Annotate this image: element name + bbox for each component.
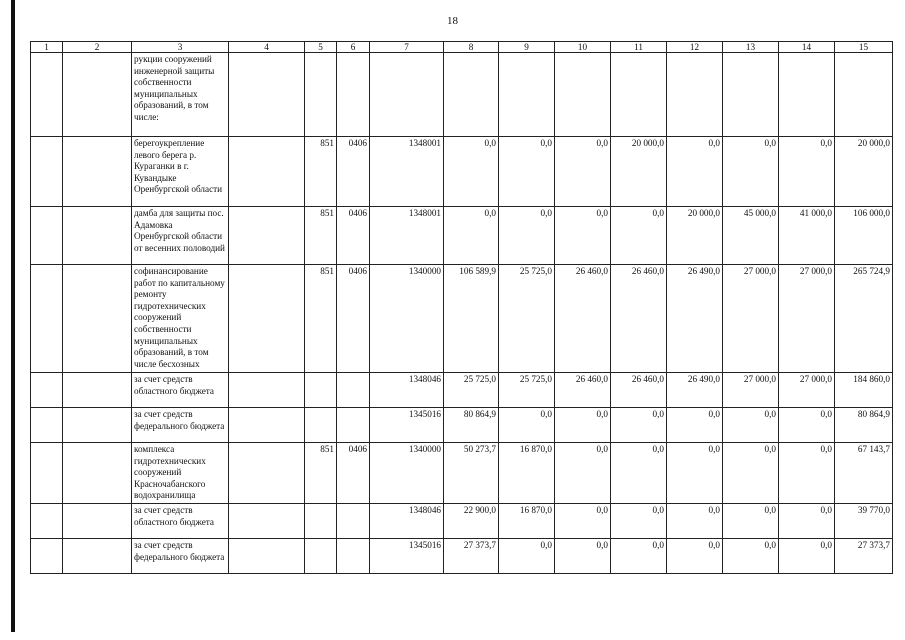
value-cell: 0,0: [611, 443, 667, 504]
value-cell: 50 273,7: [444, 443, 499, 504]
code-cell: [305, 539, 337, 574]
code-cell: 1348046: [370, 504, 444, 539]
cell-col2: [63, 53, 132, 137]
column-header: 12: [667, 42, 723, 53]
cell-col4: [229, 265, 305, 373]
value-cell: 0,0: [555, 137, 611, 207]
value-cell: 106 000,0: [835, 207, 893, 265]
cell-col4: [229, 53, 305, 137]
code-cell: [370, 53, 444, 137]
value-cell: 0,0: [779, 443, 835, 504]
description-cell: за счет средств федерального бюджета: [132, 408, 229, 443]
description-cell: за счет средств областного бюджета: [132, 373, 229, 408]
cell-col1: [31, 373, 63, 408]
code-cell: 1345016: [370, 539, 444, 574]
column-header: 1: [31, 42, 63, 53]
column-header: 2: [63, 42, 132, 53]
value-cell: 0,0: [779, 408, 835, 443]
cell-col2: [63, 504, 132, 539]
cell-col1: [31, 137, 63, 207]
column-header: 15: [835, 42, 893, 53]
value-cell: 265 724,9: [835, 265, 893, 373]
value-cell: 0,0: [723, 443, 779, 504]
value-cell: 26 490,0: [667, 265, 723, 373]
value-cell: 0,0: [667, 408, 723, 443]
description-cell: софинансирование работ по капитальному ремонту гидротехнических сооружений собственности муниципальных образований, в том числе бесхозных: [132, 265, 229, 373]
value-cell: 27 373,7: [444, 539, 499, 574]
code-cell: [305, 504, 337, 539]
value-cell: 20 000,0: [835, 137, 893, 207]
value-cell: 0,0: [611, 504, 667, 539]
value-cell: 0,0: [444, 207, 499, 265]
code-cell: [337, 53, 370, 137]
table-row: [31, 373, 893, 408]
description-cell: дамба для защиты пос. Адамовка Оренбургской области от весенних половодий: [132, 207, 229, 265]
value-cell: 0,0: [723, 137, 779, 207]
value-cell: 0,0: [555, 207, 611, 265]
column-header: 6: [337, 42, 370, 53]
column-header: 3: [132, 42, 229, 53]
value-cell: 26 460,0: [611, 373, 667, 408]
code-cell: 851: [305, 265, 337, 373]
value-cell: 16 870,0: [499, 443, 555, 504]
code-cell: [305, 53, 337, 137]
value-cell: 0,0: [723, 504, 779, 539]
value-cell: 0,0: [723, 539, 779, 574]
cell-col4: [229, 539, 305, 574]
description-cell: рукции сооружений инженерной защиты собственности муниципальных образований, в том числе:: [132, 53, 229, 137]
code-cell: [337, 373, 370, 408]
value-cell: 27 373,7: [835, 539, 893, 574]
code-cell: 851: [305, 443, 337, 504]
code-cell: 0406: [337, 265, 370, 373]
value-cell: 0,0: [499, 207, 555, 265]
column-header: 11: [611, 42, 667, 53]
value-cell: 0,0: [555, 408, 611, 443]
value-cell: 25 725,0: [499, 265, 555, 373]
description-cell: комплекса гидротехнических сооружений Красночабанского водохранилища: [132, 443, 229, 504]
value-cell: [499, 53, 555, 137]
code-cell: 1348046: [370, 373, 444, 408]
column-header: 4: [229, 42, 305, 53]
page-number: 18: [447, 15, 458, 27]
code-cell: 1348001: [370, 137, 444, 207]
code-cell: 1340000: [370, 443, 444, 504]
code-cell: 1345016: [370, 408, 444, 443]
value-cell: 67 143,7: [835, 443, 893, 504]
value-cell: [779, 53, 835, 137]
value-cell: [835, 53, 893, 137]
value-cell: 20 000,0: [611, 137, 667, 207]
cell-col4: [229, 137, 305, 207]
column-header: 9: [499, 42, 555, 53]
value-cell: 45 000,0: [723, 207, 779, 265]
value-cell: 80 864,9: [835, 408, 893, 443]
cell-col1: [31, 207, 63, 265]
cell-col1: [31, 265, 63, 373]
cell-col2: [63, 373, 132, 408]
value-cell: 106 589,9: [444, 265, 499, 373]
cell-col1: [31, 53, 63, 137]
value-cell: 0,0: [611, 539, 667, 574]
cell-col2: [63, 539, 132, 574]
column-header: 10: [555, 42, 611, 53]
value-cell: 20 000,0: [667, 207, 723, 265]
column-header: 14: [779, 42, 835, 53]
value-cell: 27 000,0: [779, 265, 835, 373]
cell-col2: [63, 443, 132, 504]
value-cell: 0,0: [555, 443, 611, 504]
value-cell: 0,0: [444, 137, 499, 207]
table-row: [31, 265, 893, 373]
value-cell: [723, 53, 779, 137]
table-row: [31, 408, 893, 443]
code-cell: 1348001: [370, 207, 444, 265]
value-cell: 27 000,0: [723, 373, 779, 408]
column-header: 13: [723, 42, 779, 53]
cell-col2: [63, 207, 132, 265]
table-row: [31, 443, 893, 504]
cell-col1: [31, 443, 63, 504]
value-cell: [667, 53, 723, 137]
code-cell: 0406: [337, 137, 370, 207]
description-cell: за счет средств областного бюджета: [132, 504, 229, 539]
value-cell: 0,0: [499, 539, 555, 574]
budget-table: [30, 41, 893, 574]
value-cell: 0,0: [611, 207, 667, 265]
value-cell: 25 725,0: [444, 373, 499, 408]
table-row: [31, 504, 893, 539]
cell-col2: [63, 137, 132, 207]
column-header: 7: [370, 42, 444, 53]
value-cell: 0,0: [667, 137, 723, 207]
cell-col4: [229, 408, 305, 443]
cell-col1: [31, 539, 63, 574]
cell-col2: [63, 408, 132, 443]
value-cell: 0,0: [779, 137, 835, 207]
code-cell: 0406: [337, 207, 370, 265]
table-row: [31, 137, 893, 207]
header-row: [31, 42, 893, 53]
cell-col4: [229, 443, 305, 504]
table-row: [31, 539, 893, 574]
cell-col1: [31, 504, 63, 539]
value-cell: 0,0: [667, 443, 723, 504]
value-cell: [444, 53, 499, 137]
value-cell: 26 460,0: [611, 265, 667, 373]
column-header: 8: [444, 42, 499, 53]
code-cell: [337, 504, 370, 539]
value-cell: 22 900,0: [444, 504, 499, 539]
value-cell: 0,0: [499, 408, 555, 443]
value-cell: 0,0: [667, 539, 723, 574]
cell-col1: [31, 408, 63, 443]
description-cell: берегоукрепление левого берега р. Кураганки в г. Кувандыке Оренбургской области: [132, 137, 229, 207]
value-cell: 26 460,0: [555, 265, 611, 373]
code-cell: [337, 408, 370, 443]
code-cell: 0406: [337, 443, 370, 504]
value-cell: 80 864,9: [444, 408, 499, 443]
table-row: [31, 53, 893, 137]
value-cell: 26 460,0: [555, 373, 611, 408]
value-cell: 0,0: [779, 504, 835, 539]
value-cell: 0,0: [555, 539, 611, 574]
value-cell: 0,0: [499, 137, 555, 207]
value-cell: 0,0: [779, 539, 835, 574]
value-cell: [611, 53, 667, 137]
value-cell: 26 490,0: [667, 373, 723, 408]
value-cell: 0,0: [723, 408, 779, 443]
value-cell: 41 000,0: [779, 207, 835, 265]
left-margin-rule: [11, 0, 15, 632]
value-cell: 16 870,0: [499, 504, 555, 539]
cell-col4: [229, 504, 305, 539]
value-cell: 27 000,0: [779, 373, 835, 408]
cell-col4: [229, 207, 305, 265]
code-cell: [305, 408, 337, 443]
code-cell: 851: [305, 137, 337, 207]
code-cell: 851: [305, 207, 337, 265]
value-cell: 0,0: [611, 408, 667, 443]
cell-col2: [63, 265, 132, 373]
value-cell: 25 725,0: [499, 373, 555, 408]
value-cell: [555, 53, 611, 137]
column-header: 5: [305, 42, 337, 53]
value-cell: 0,0: [667, 504, 723, 539]
value-cell: 184 860,0: [835, 373, 893, 408]
table-row: [31, 207, 893, 265]
value-cell: 0,0: [555, 504, 611, 539]
description-cell: за счет средств федерального бюджета: [132, 539, 229, 574]
value-cell: 39 770,0: [835, 504, 893, 539]
code-cell: 1340000: [370, 265, 444, 373]
value-cell: 27 000,0: [723, 265, 779, 373]
code-cell: [337, 539, 370, 574]
code-cell: [305, 373, 337, 408]
cell-col4: [229, 373, 305, 408]
